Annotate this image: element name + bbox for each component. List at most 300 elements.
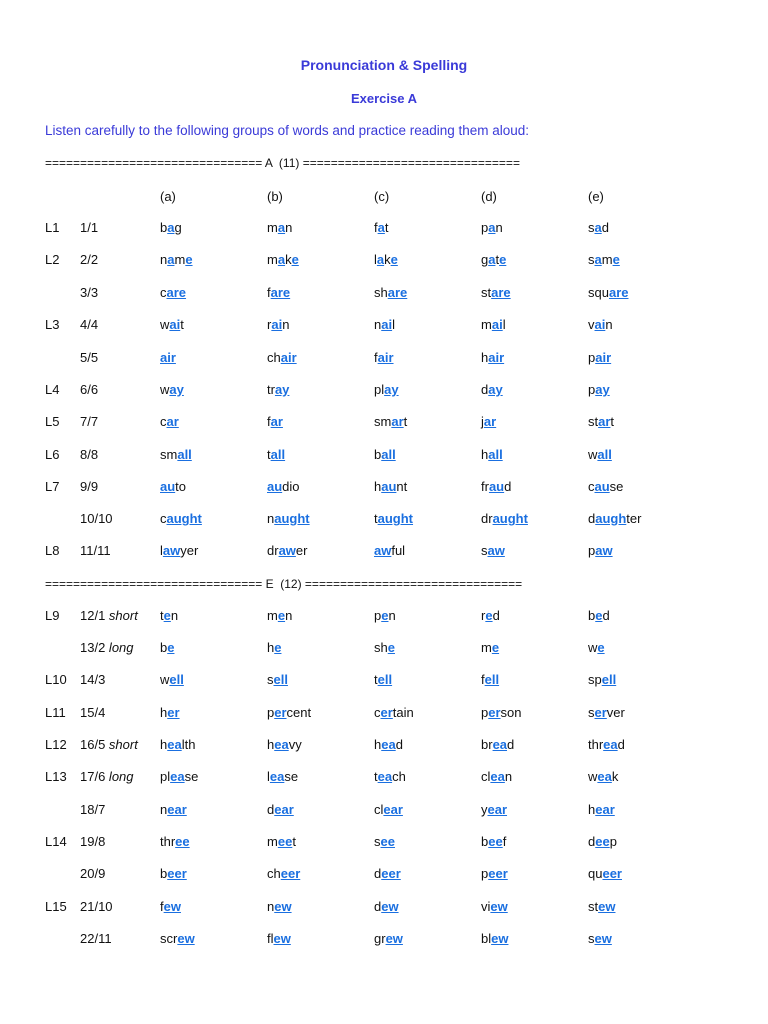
highlighted-letters: er xyxy=(488,705,501,720)
lesson-label: L1 xyxy=(45,220,60,235)
highlighted-letters: ear xyxy=(383,802,403,817)
word-cell xyxy=(374,608,396,623)
section-divider-a: =============================== A (11) =============================== xyxy=(45,156,520,170)
word-cell xyxy=(160,899,181,914)
item-number: 19/8 xyxy=(80,834,106,849)
highlighted-letters: e xyxy=(485,608,493,623)
word-letters: p xyxy=(588,350,596,365)
word-letters: d xyxy=(492,608,500,623)
word-cell xyxy=(588,317,613,332)
word-cell xyxy=(267,382,289,397)
word-letters: dr xyxy=(267,543,279,558)
word-letters: c xyxy=(160,414,167,429)
item-number: 2/2 xyxy=(80,252,99,267)
highlighted-letters: e xyxy=(291,252,299,267)
vowel-length-note: short xyxy=(105,608,138,623)
word-cell xyxy=(374,382,399,397)
word-letters: r xyxy=(481,608,486,623)
highlighted-letters: au xyxy=(381,479,397,494)
word-letters: l xyxy=(502,317,506,332)
word-cell xyxy=(160,769,198,784)
lesson-label: L11 xyxy=(45,705,66,720)
word-letters: s xyxy=(588,931,595,946)
word-letters: h xyxy=(160,737,168,752)
column-header: (e) xyxy=(588,189,604,204)
word-cell xyxy=(267,737,302,752)
word-letters: f xyxy=(374,220,378,235)
highlighted-letters: ea xyxy=(167,737,182,752)
word-letters: m xyxy=(481,640,492,655)
word-letters: thr xyxy=(160,834,176,849)
word-letters: gr xyxy=(374,931,386,946)
word-letters: cl xyxy=(481,769,491,784)
highlighted-letters: air xyxy=(280,350,297,365)
word-cell xyxy=(481,543,505,558)
word-letters: n xyxy=(374,317,382,332)
highlighted-letters: e xyxy=(163,608,171,623)
highlighted-letters: aught xyxy=(377,511,414,526)
highlighted-letters: a xyxy=(277,252,286,267)
highlighted-letters: eer xyxy=(602,866,622,881)
word-cell xyxy=(588,802,615,817)
item-number: 18/7 xyxy=(80,802,106,817)
highlighted-letters: ear xyxy=(487,802,508,817)
word-letters: t xyxy=(292,834,296,849)
word-letters: lth xyxy=(181,737,196,752)
word-cell xyxy=(481,931,508,946)
word-cell xyxy=(588,220,609,235)
word-letters: v xyxy=(588,317,595,332)
lesson-label: L15 xyxy=(45,899,67,914)
highlighted-letters: e xyxy=(274,640,282,655)
word-letters: g xyxy=(481,252,489,267)
column-header: (b) xyxy=(267,189,283,204)
highlighted-letters: ell xyxy=(377,672,393,687)
highlighted-letters: au xyxy=(267,479,283,494)
word-letters: m xyxy=(601,252,613,267)
word-letters: b xyxy=(481,834,489,849)
word-letters: se xyxy=(609,479,624,494)
word-cell xyxy=(588,543,613,558)
word-cell xyxy=(160,414,179,429)
highlighted-letters: are xyxy=(491,285,511,300)
word-cell xyxy=(374,705,414,720)
word-cell xyxy=(374,899,399,914)
word-cell xyxy=(481,382,503,397)
instructions-text: Listen carefully to the following groups of words and practice reading them aloud: xyxy=(45,123,530,138)
word-letters: r xyxy=(267,317,272,332)
highlighted-letters: e xyxy=(387,640,395,655)
highlighted-letters: ee xyxy=(175,834,190,849)
word-letters: w xyxy=(588,640,598,655)
word-letters: t xyxy=(610,414,615,429)
word-letters: h xyxy=(481,350,489,365)
highlighted-letters: ai xyxy=(271,317,283,332)
highlighted-letters: ew xyxy=(490,899,508,914)
word-letters: d xyxy=(617,737,625,752)
highlighted-letters: ay xyxy=(384,382,399,397)
word-letters: n xyxy=(267,511,275,526)
word-letters: dio xyxy=(282,479,300,494)
vowel-length-note: long xyxy=(105,640,134,655)
page-title: Pronunciation & Spelling xyxy=(300,57,468,73)
word-letters: d xyxy=(504,479,512,494)
highlighted-letters: e xyxy=(185,252,193,267)
word-cell xyxy=(160,285,186,300)
word-letters: sm xyxy=(160,447,178,462)
word-letters: fr xyxy=(481,479,489,494)
highlighted-letters: eer xyxy=(280,866,301,881)
highlighted-letters: ay xyxy=(488,382,503,397)
word-letters: ch xyxy=(267,350,281,365)
item-number: 15/4 xyxy=(80,705,106,720)
word-letters: squ xyxy=(588,285,609,300)
highlighted-letters: are xyxy=(270,285,291,300)
lesson-label: L3 xyxy=(45,317,60,332)
highlighted-letters: ear xyxy=(595,802,615,817)
highlighted-letters: ar xyxy=(166,414,179,429)
word-cell xyxy=(267,479,300,494)
word-letters: b xyxy=(588,608,596,623)
word-letters: h xyxy=(267,737,275,752)
word-cell xyxy=(160,479,186,494)
word-letters: ful xyxy=(391,543,406,558)
word-letters: g xyxy=(174,220,182,235)
highlighted-letters: ew xyxy=(274,899,292,914)
lesson-label: L5 xyxy=(45,414,60,429)
item-number: 13/2 long xyxy=(80,640,134,655)
word-cell xyxy=(160,511,202,526)
word-cell xyxy=(267,931,291,946)
word-cell xyxy=(588,899,615,914)
word-letters: fl xyxy=(267,931,274,946)
highlighted-letters: a xyxy=(594,220,602,235)
word-cell xyxy=(374,834,395,849)
highlighted-letters: aw xyxy=(374,543,392,558)
lesson-label: L4 xyxy=(45,382,60,397)
highlighted-letters: ar xyxy=(391,414,404,429)
highlighted-letters: ea xyxy=(490,769,505,784)
word-letters: l xyxy=(160,543,163,558)
word-cell xyxy=(374,931,403,946)
word-letters: w xyxy=(588,769,598,784)
highlighted-letters: ear xyxy=(167,802,187,817)
word-cell xyxy=(374,737,403,752)
highlighted-letters: ea xyxy=(603,737,618,752)
word-cell xyxy=(374,350,394,365)
word-letters: d xyxy=(601,220,609,235)
item-number: 6/6 xyxy=(80,382,99,397)
word-cell xyxy=(267,317,289,332)
word-letters: st xyxy=(481,285,492,300)
word-letters: l xyxy=(267,769,270,784)
highlighted-letters: e xyxy=(167,640,175,655)
highlighted-letters: ew xyxy=(273,931,291,946)
word-cell xyxy=(481,899,508,914)
word-cell xyxy=(160,705,180,720)
highlighted-letters: e xyxy=(499,252,507,267)
word-letters: t xyxy=(384,220,389,235)
highlighted-letters: air xyxy=(160,350,176,365)
highlighted-letters: ai xyxy=(381,317,393,332)
word-letters: y xyxy=(481,802,488,817)
word-letters: thr xyxy=(588,737,604,752)
word-letters: f xyxy=(267,414,271,429)
word-letters: k xyxy=(611,769,619,784)
highlighted-letters: ai xyxy=(169,317,181,332)
word-cell xyxy=(267,350,297,365)
word-letters: n xyxy=(285,220,293,235)
word-cell xyxy=(588,931,612,946)
word-letters: se xyxy=(284,769,299,784)
highlighted-letters: ew xyxy=(163,899,181,914)
word-letters: d xyxy=(374,866,382,881)
highlighted-letters: air xyxy=(595,350,612,365)
word-cell xyxy=(160,640,174,655)
word-letters: s xyxy=(588,705,595,720)
highlighted-letters: ay xyxy=(595,382,610,397)
word-cell xyxy=(481,285,511,300)
lesson-label: L9 xyxy=(45,608,60,623)
word-letters: f xyxy=(267,285,271,300)
highlighted-letters: au xyxy=(594,479,610,494)
word-cell xyxy=(267,543,307,558)
word-cell xyxy=(374,252,398,267)
word-letters: t xyxy=(160,608,164,623)
word-cell xyxy=(588,252,620,267)
highlighted-letters: aw xyxy=(162,543,181,558)
word-letters: sh xyxy=(374,640,388,655)
word-cell xyxy=(374,317,395,332)
highlighted-letters: er xyxy=(167,705,180,720)
highlighted-letters: au xyxy=(488,479,505,494)
word-letters: sp xyxy=(588,672,602,687)
section-divider-e: =============================== E (12) =============================== xyxy=(45,577,523,591)
word-cell xyxy=(481,414,496,429)
word-letters: pl xyxy=(374,382,385,397)
word-cell xyxy=(267,899,292,914)
highlighted-letters: ell xyxy=(273,672,288,687)
word-letters: p xyxy=(588,543,596,558)
item-number: 12/1 short xyxy=(80,608,138,623)
highlighted-letters: aught xyxy=(492,511,528,526)
word-cell xyxy=(267,866,300,881)
word-letters: br xyxy=(481,737,493,752)
item-number: 8/8 xyxy=(80,447,99,462)
highlighted-letters: er xyxy=(380,705,393,720)
word-cell xyxy=(481,447,503,462)
word-letters: b xyxy=(160,220,168,235)
highlighted-letters: ea xyxy=(269,769,285,784)
word-cell xyxy=(160,866,187,881)
word-letters: cent xyxy=(286,705,312,720)
word-letters: er xyxy=(295,543,308,558)
item-number: 9/9 xyxy=(80,479,99,494)
word-letters: scr xyxy=(160,931,178,946)
word-cell xyxy=(374,447,396,462)
item-number: 17/6 long xyxy=(80,769,134,784)
word-letters: m xyxy=(267,834,278,849)
highlighted-letters: aught xyxy=(274,511,310,526)
word-cell xyxy=(588,414,614,429)
highlighted-letters: ea xyxy=(274,737,289,752)
highlighted-letters: all xyxy=(177,447,192,462)
word-letters: p xyxy=(267,705,275,720)
word-cell xyxy=(267,672,288,687)
word-letters: h xyxy=(267,640,275,655)
item-number: 21/10 xyxy=(80,899,113,914)
word-letters: son xyxy=(500,705,522,720)
lesson-label: L14 xyxy=(45,834,67,849)
highlighted-letters: all xyxy=(381,447,396,462)
word-letters: ter xyxy=(626,511,642,526)
word-letters: s xyxy=(374,834,381,849)
highlighted-letters: are xyxy=(166,285,187,300)
word-cell xyxy=(267,511,310,526)
word-letters: vi xyxy=(481,899,491,914)
word-cell xyxy=(267,414,283,429)
word-cell xyxy=(481,350,504,365)
word-cell xyxy=(481,479,511,494)
word-cell xyxy=(588,672,616,687)
lesson-label: L6 xyxy=(45,447,60,462)
word-cell xyxy=(588,382,610,397)
word-letters: p xyxy=(481,866,489,881)
highlighted-letters: eer xyxy=(381,866,401,881)
word-letters: p xyxy=(481,705,489,720)
word-cell xyxy=(160,350,176,365)
highlighted-letters: are xyxy=(608,285,629,300)
highlighted-letters: ew xyxy=(177,931,195,946)
highlighted-letters: air xyxy=(377,350,394,365)
word-letters: h xyxy=(481,447,489,462)
word-letters: d xyxy=(374,899,382,914)
word-letters: t xyxy=(267,447,271,462)
item-number: 20/9 xyxy=(80,866,106,881)
word-letters: f xyxy=(481,672,485,687)
word-letters: n xyxy=(388,608,396,623)
word-cell xyxy=(267,285,290,300)
word-cell xyxy=(160,931,195,946)
word-cell xyxy=(374,640,395,655)
highlighted-letters: ar xyxy=(270,414,283,429)
highlighted-letters: a xyxy=(376,252,385,267)
highlighted-letters: ew xyxy=(385,931,403,946)
vowel-length-note: long xyxy=(105,769,134,784)
word-cell xyxy=(267,220,292,235)
item-number: 22/11 xyxy=(80,931,112,946)
highlighted-letters: e xyxy=(491,640,500,655)
word-cell xyxy=(588,285,629,300)
highlighted-letters: ell xyxy=(484,672,500,687)
word-cell xyxy=(588,769,618,784)
word-letters: bl xyxy=(481,931,492,946)
word-cell xyxy=(160,252,193,267)
highlighted-letters: ea xyxy=(377,769,393,784)
word-cell xyxy=(588,834,617,849)
word-cell xyxy=(588,511,641,526)
word-letters: h xyxy=(374,479,382,494)
word-cell xyxy=(267,769,298,784)
item-number: 3/3 xyxy=(80,285,99,300)
word-letters: n xyxy=(605,317,613,332)
word-letters: f xyxy=(374,350,378,365)
word-letters: c xyxy=(374,705,381,720)
column-header: (a) xyxy=(160,189,176,204)
word-letters: ch xyxy=(267,866,281,881)
highlighted-letters: air xyxy=(488,350,505,365)
word-letters: se xyxy=(184,769,199,784)
word-letters: d xyxy=(588,511,596,526)
word-letters: pl xyxy=(160,769,171,784)
word-cell xyxy=(588,640,605,655)
word-cell xyxy=(267,447,285,462)
word-letters: m xyxy=(267,252,278,267)
highlighted-letters: ee xyxy=(595,834,610,849)
word-letters: m xyxy=(481,317,492,332)
highlighted-letters: all xyxy=(597,447,612,462)
highlighted-letters: e xyxy=(612,252,620,267)
word-letters: ch xyxy=(392,769,406,784)
word-letters: st xyxy=(588,899,599,914)
item-number: 1/1 xyxy=(80,220,99,235)
column-header: (d) xyxy=(481,189,497,204)
word-cell xyxy=(481,252,506,267)
highlighted-letters: aw xyxy=(595,543,613,558)
highlighted-letters: ee xyxy=(380,834,395,849)
word-cell xyxy=(160,737,195,752)
word-letters: vy xyxy=(288,737,302,752)
word-cell xyxy=(160,608,178,623)
word-letters: w xyxy=(588,447,598,462)
word-cell xyxy=(481,511,528,526)
word-cell xyxy=(374,414,407,429)
word-letters: m xyxy=(267,608,278,623)
word-cell xyxy=(267,252,299,267)
highlighted-letters: e xyxy=(381,608,389,623)
word-letters: n xyxy=(267,899,275,914)
word-letters: d xyxy=(395,737,403,752)
word-letters: t xyxy=(403,414,408,429)
highlighted-letters: ew xyxy=(491,931,509,946)
item-number: 16/5 short xyxy=(80,737,138,752)
word-cell xyxy=(374,543,405,558)
word-cell xyxy=(267,705,311,720)
word-cell xyxy=(481,220,503,235)
lesson-label: L8 xyxy=(45,543,60,558)
word-letters: d xyxy=(507,737,515,752)
word-cell xyxy=(588,479,623,494)
highlighted-letters: augh xyxy=(595,511,627,526)
word-cell xyxy=(267,802,294,817)
word-letters: st xyxy=(588,414,599,429)
item-number: 11/11 xyxy=(80,543,111,558)
word-letters: d xyxy=(602,608,610,623)
highlighted-letters: ell xyxy=(169,672,184,687)
highlighted-letters: all xyxy=(488,447,503,462)
word-cell xyxy=(267,640,281,655)
highlighted-letters: ea xyxy=(381,737,396,752)
word-letters: s xyxy=(588,220,595,235)
word-letters: n xyxy=(282,317,290,332)
highlighted-letters: aw xyxy=(278,543,296,558)
word-cell xyxy=(374,511,413,526)
highlighted-letters: a xyxy=(488,220,496,235)
word-cell xyxy=(160,220,182,235)
lesson-label: L13 xyxy=(45,769,67,784)
word-cell xyxy=(481,769,512,784)
word-cell xyxy=(588,705,625,720)
